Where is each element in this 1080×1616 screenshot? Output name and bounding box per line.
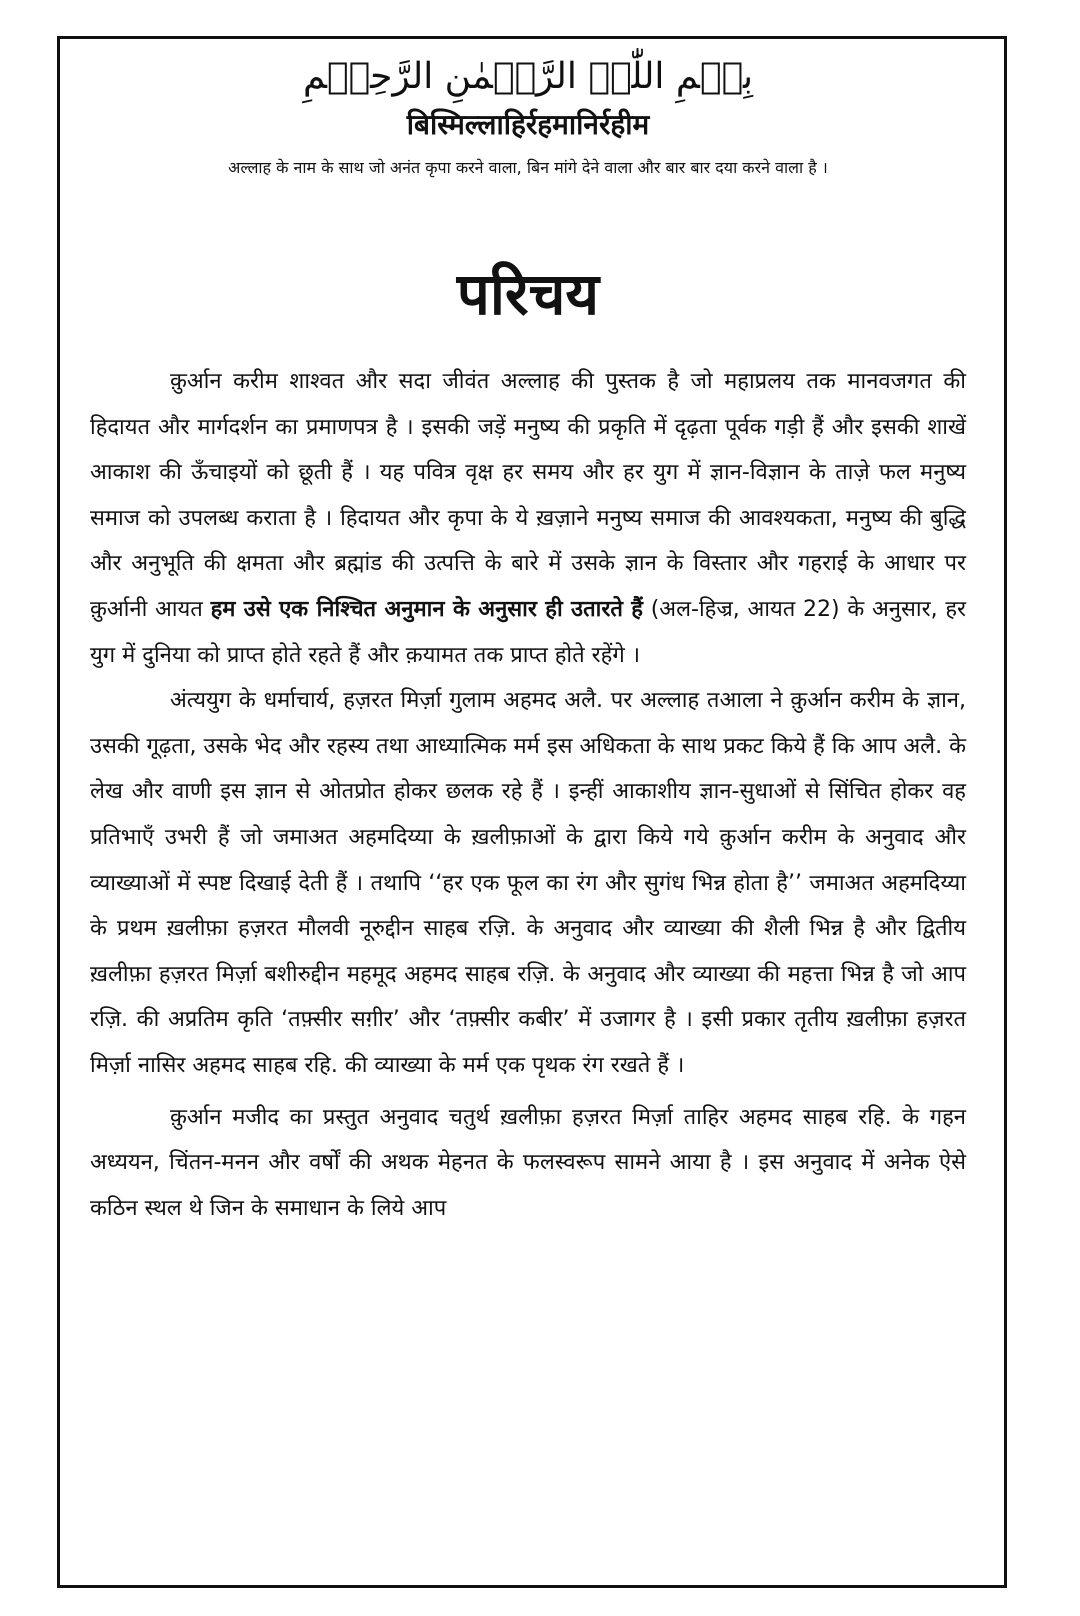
chapter-title: परिचय	[456, 260, 600, 328]
page-frame	[57, 36, 1007, 1588]
quranic-verse-quote: हम उसे एक निश्चित अनुमान के अनुसार ही उतारते हैं	[210, 596, 643, 622]
paragraph-3: क़ुर्आन मजीद का प्रस्तुत अनुवाद चतुर्थ ख़लीफ़ा हज़रत मिर्ज़ा ताहिर अहमद साहब रहि. के गहन अध्ययन, चिंतन-मनन और वर्षों की अथक मेहनत के फलस्वरूप सामने आया है । इस अनुवाद में अनेक ऐसे कठिन स्थल थे जिन के समाधान के लिये आप	[90, 1104, 966, 1221]
paragraph-2: अंत्ययुग के धर्माचार्य, हज़रत मिर्ज़ा गुलाम अहमद अलै. पर अल्लाह तआला ने क़ुर्आन करीम के ज्ञान, उसकी गूढ़ता, उसके भेद और रहस्य तथा आध्यात्मिक मर्म इस अधिकता के साथ प्रकट किये हैं कि आप अलै. के लेख और वाणी इस ज्ञान से ओतप्रोत होकर छलक रहे हैं । इन्हीं आकाशीय ज्ञान-सुधाओं से सिंचित होकर वह प्रतिभाएँ उभरी हैं जो जमाअत अहमदिय्या के ख़लीफ़ाओं के द्वारा किये गये क़ुर्आन करीम के अनुवाद और व्याख्याओं में स्पष्ट दिखाई देती हैं । तथापि ‘‘हर एक फूल का रंग और सुगंध भिन्न होता है’’ जमाअत अहमदिय्या के प्रथम ख़लीफ़ा हज़रत मौलवी नूरुद्दीन साहब रज़ि. के अनुवाद और व्याख्या की शैली भिन्न है और द्वितीय ख़लीफ़ा हज़रत मिर्ज़ा बशीरुद्दीन महमूद अहमद साहब रज़ि. के अनुवाद और व्याख्या की महत्ता भिन्न है जो आप रज़ि. की अप्रतिम कृति ‘तफ़्सीर सग़ीर’ और ‘तफ़्सीर कबीर’ में उजागर है । इसी प्रकार तृतीय ख़लीफ़ा हज़रत मिर्ज़ा नासिर अहमद साहब रहि. की व्याख्या के मर्म एक पृथक रंग रखते हैं ।	[90, 688, 966, 1078]
bismillah-transliteration: बिस्मिल्लाहिर्रहमानिर्रहीम	[406, 108, 650, 141]
paragraph-1-text-start: क़ुर्आन करीम शाश्वत और सदा जीवंत अल्लाह की पुस्तक है जो महाप्रलय तक मानवजगत की हिदायत और मार्गदर्शन का प्रमाणपत्र है । इसकी जड़ें मनुष्य की प्रकृति में दृढ़ता पूर्वक गड़ी हैं और इसकी शाखें आकाश की ऊँचाइयों को छूती हैं । यह पवित्र वृक्ष हर समय और हर युग में ज्ञान-विज्ञान के ताज़े फल मनुष्य समाज को उपलब्ध कराता है । हिदायत और कृपा के ये ख़ज़ाने मनुष्य समाज की आवश्यकता, मनुष्य की बुद्धि और अनुभूति की क्षमता और ब्रह्मांड की उत्पत्ति के बारे में उसके ज्ञान के विस्तार और गहराई के आधार पर क़ुर्आनी आयत	[90, 369, 966, 622]
paragraph-1	[90, 359, 966, 678]
paragraph-1-text-end: (अल-हिज्र, आयत 22) के अनुसार, हर युग में दुनिया को प्राप्त होते रहते हैं और क़यामत तक प्राप्त होते रहेंगे ।	[90, 596, 967, 668]
body-text	[90, 359, 966, 1231]
bismillah-arabic: بِسۡمِ اللّٰہِ الرَّحۡمٰنِ الرَّحِیۡمِ	[302, 56, 754, 97]
bismillah-meaning: अल्लाह के नाम के साथ जो अनंत कृपा करने वाला, बिन मांगे देने वाला और बार बार दया करने वाला है ।	[228, 158, 828, 177]
